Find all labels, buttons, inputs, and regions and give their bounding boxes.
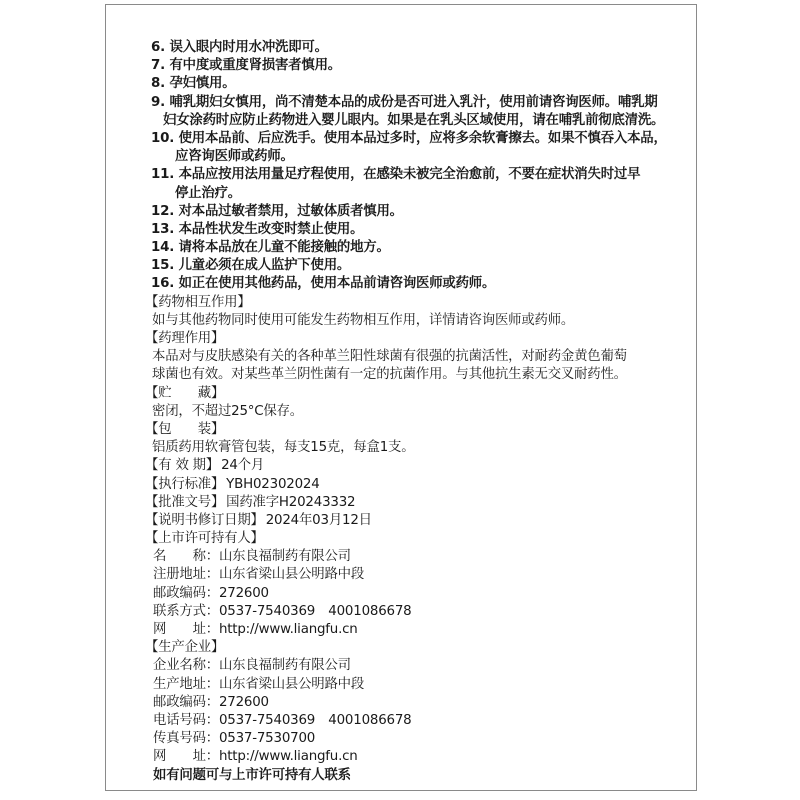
leaflet-content	[145, 39, 665, 785]
approval-row	[145, 494, 665, 512]
field-label: 联系方式：	[153, 603, 219, 619]
precaution-item-15	[145, 257, 665, 275]
precaution-item-13	[145, 221, 665, 239]
item-text: 本品性状发生改变时禁止使用。	[178, 221, 364, 237]
mah-field-address	[145, 566, 665, 584]
field-value: http://www.liangfu.cn	[218, 622, 358, 637]
field-label: 邮政编码：	[153, 694, 219, 710]
field-value: 0537-7540369 4001086678	[218, 712, 412, 728]
mah-field-postcode	[145, 585, 665, 603]
item-text: 儿童必须在成人监护下使用。	[178, 258, 351, 274]
item-number: 8.	[151, 76, 166, 92]
section-header-revision-date: 【说明书修订日期】	[145, 512, 264, 528]
section-header-storage: 【贮 藏】	[145, 385, 225, 401]
field-label: 名 称：	[153, 549, 219, 565]
field-label: 邮政编码：	[153, 585, 219, 601]
mah-field-name	[145, 548, 665, 566]
item-number: 14.	[151, 240, 175, 256]
item-text: 对本品过敏者禁用，过敏体质者慎用。	[178, 203, 403, 219]
field-label: 注册地址：	[153, 567, 219, 583]
item-number: 16.	[151, 276, 175, 292]
precaution-item-7	[145, 57, 665, 75]
manufacturer-field-website	[145, 748, 665, 766]
item-number: 10.	[151, 130, 175, 146]
field-label: 网 址：	[153, 622, 219, 637]
standard-row	[145, 476, 665, 494]
field-label: 企业名称：	[153, 658, 219, 674]
section-header-approval: 【批准文号】	[145, 494, 225, 510]
manufacturer-field-fax	[145, 730, 665, 748]
precaution-item-14	[145, 239, 665, 257]
section-header-packaging: 【包 装】	[145, 421, 225, 437]
field-value: 272600	[218, 694, 269, 710]
item-text: 有中度或重度肾损害者慎用。	[169, 58, 341, 74]
item-number: 11.	[151, 167, 175, 183]
section-header-standard: 【执行标准】	[145, 476, 225, 492]
item-number: 12.	[151, 203, 175, 219]
pharmacology-text-2: 球菌也有效。对某些革兰阴性菌有一定的抗菌作用。与其他抗生素无交叉耐药性。	[152, 367, 627, 383]
precaution-item-6	[145, 39, 665, 57]
field-value: 山东良福制药有限公司	[218, 549, 351, 565]
item-text: 请将本品放在儿童不能接触的地方。	[178, 240, 390, 256]
section-header-pharmacology: 【药理作用】	[145, 331, 225, 346]
section-header-mah: 【上市许可持有人】	[145, 531, 264, 547]
item-number: 7.	[151, 58, 166, 74]
field-value: 山东省梁山县公明路中段	[218, 567, 365, 583]
precaution-item-12	[145, 203, 665, 221]
item-text: 哺乳期妇女慎用，尚不清楚本品的成份是否可进入乳汁，使用前请咨询医师。哺乳期	[169, 94, 658, 110]
item-number: 9.	[151, 94, 166, 110]
field-label: 传真号码：	[153, 731, 219, 747]
field-value: 山东良福制药有限公司	[218, 658, 351, 674]
precaution-item-11	[145, 166, 665, 184]
manufacturer-field-name	[145, 657, 665, 675]
precaution-item-10	[145, 130, 665, 148]
storage-text: 密闭，不超过25°C保存。	[152, 403, 303, 419]
packaging-text: 铝质药用软膏管包装，每支15克，每盒1支。	[152, 440, 415, 456]
validity-row	[145, 457, 665, 475]
pharmacology-text-1: 本品对与皮肤感染有关的各种革兰阳性球菌有很强的抗菌活性，对耐药金黄色葡萄	[152, 349, 627, 365]
section-header-interactions: 【药物相互作用】	[145, 294, 251, 310]
item-text: 如正在使用其他药品，使用本品前请咨询医师或药师。	[178, 276, 496, 292]
item-number: 15.	[151, 258, 175, 274]
precaution-item-16	[145, 275, 665, 293]
revision-date-row	[145, 512, 665, 530]
field-label: 电话号码：	[153, 712, 219, 728]
precaution-item-9-continued: 妇女涂药时应防止药物进入婴儿眼内。如果是在乳头区域使用，请在哺乳前彻底清洗。	[163, 112, 665, 128]
mah-field-contact	[145, 603, 665, 621]
field-value: 0537-7530700	[218, 731, 316, 747]
mah-field-website	[145, 621, 665, 639]
field-value: 0537-7540369 4001086678	[218, 603, 412, 619]
item-text: 误入眼内时用水冲洗即可。	[169, 40, 328, 55]
section-header-validity: 【有 效 期】	[145, 458, 220, 474]
contact-note: 如有问题可与上市许可持有人联系	[153, 767, 351, 783]
item-number: 13.	[151, 221, 175, 237]
item-text: 本品应按用法用量足疗程使用，在感染未被完全治愈前，不要在症状消失时过早	[178, 167, 641, 183]
precaution-item-11-continued: 停止治疗。	[175, 185, 241, 201]
interactions-text: 如与其他药物同时使用可能发生药物相互作用，详情请咨询医师或药师。	[152, 312, 575, 328]
manufacturer-field-phone	[145, 712, 665, 730]
validity-value: 24个月	[221, 458, 265, 474]
item-text: 使用本品前、后应洗手。使用本品过多时，应将多余软膏擦去。如果不慎吞入本品，	[178, 130, 667, 146]
manufacturer-field-address	[145, 676, 665, 694]
field-value: 山东省梁山县公明路中段	[218, 676, 365, 692]
manufacturer-field-postcode	[145, 694, 665, 712]
section-header-manufacturer: 【生产企业】	[145, 640, 225, 656]
field-value: http://www.liangfu.cn	[218, 749, 358, 765]
field-label: 网 址：	[153, 749, 219, 765]
item-text: 孕妇慎用。	[169, 76, 236, 92]
revision-date-value: 2024年03月12日	[265, 512, 372, 528]
precaution-item-10-continued: 应咨询医师或药师。	[175, 149, 294, 165]
approval-value: 国药准字H20243332	[226, 494, 356, 510]
field-value: 272600	[218, 585, 269, 601]
item-number: 6.	[151, 40, 166, 55]
precaution-item-8	[145, 75, 665, 93]
precaution-item-9	[145, 94, 665, 112]
standard-value: YBH02302024	[226, 476, 320, 492]
field-label: 生产地址：	[153, 676, 219, 692]
